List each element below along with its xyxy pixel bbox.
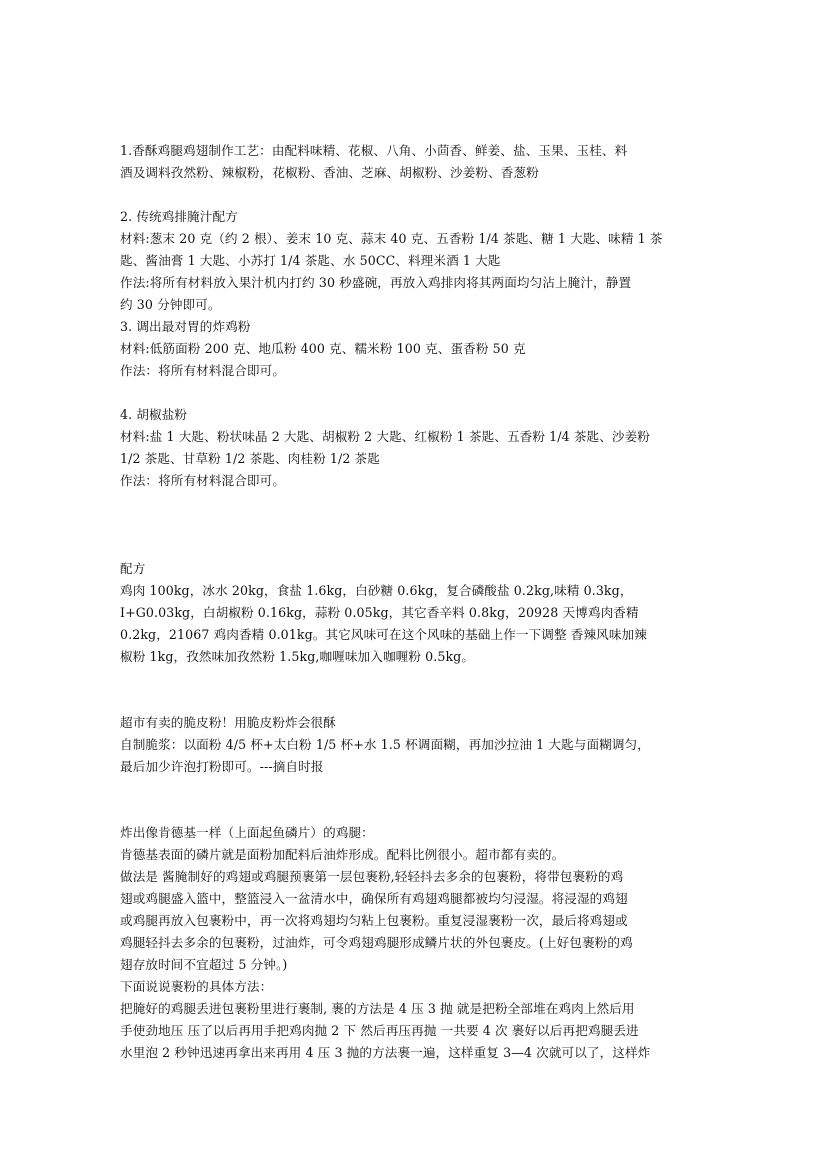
text-line: 材料:低筋面粉 200 克、地瓜粉 400 克、糯米粉 100 克、蛋香粉 50 克: [120, 341, 526, 356]
text-line: 1.香酥鸡腿鸡翅制作工艺：由配料味精、花椒、八角、小茴香、鲜姜、盐、玉果、玉桂、料: [120, 143, 628, 158]
section-heading: 炸出像肯德基一样（上面起鱼磷片）的鸡腿：: [120, 825, 374, 840]
text-line: 作法:将所有材料放入果汁机内打约 30 秒盛碗，再放入鸡排肉将其两面均匀沾上腌汁，静置: [120, 275, 632, 290]
text-line: 酒及调料孜然粉、辣椒粉，花椒粉、香油、芝麻、胡椒粉、沙姜粉、香葱粉: [120, 165, 539, 180]
text-line: 翅或鸡腿盛入篮中，整篮浸入一盆清水中，确保所有鸡翅鸡腿都被均匀浸湿。将浸湿的鸡翅: [120, 891, 628, 906]
text-line: 椒粉 1kg，孜然味加孜然粉 1.5kg,咖喱味加入咖喱粉 0.5kg。: [120, 649, 475, 664]
document-page: [120, 140, 710, 1064]
text-line: 约 30 分钟即可。: [120, 297, 221, 312]
text-line: 手使劲地压 压了以后再用手把鸡肉抛 2 下 然后再压再抛 一共要 4 次 裹好以后再把鸡腿丢进: [120, 1023, 639, 1038]
text-line: 作法：将所有材料混合即可。: [120, 473, 286, 488]
section-heading: 2. 传统鸡排腌汁配方: [120, 209, 238, 224]
section-heading: 配方: [120, 561, 146, 576]
text-line: I+G0.03kg，白胡椒粉 0.16kg，蒜粉 0.05kg，其它香辛料 0.8kg，20928 天博鸡肉香精: [120, 605, 639, 620]
section-heading: 4. 胡椒盐粉: [120, 407, 188, 422]
text-line: 肯德基表面的磷片就是面粉加配料后油炸形成。配料比例很小。超市都有卖的。: [120, 847, 565, 862]
text-line: 水里泡 2 秒钟迅速再拿出来再用 4 压 3 抛的方法裹一遍，这样重复 3—4 次就可以了，这样炸: [120, 1045, 651, 1060]
text-line: 鸡肉 100kg，冰水 20kg，食盐 1.6kg，白砂糖 0.6kg，复合磷酸盐 0.2kg,味精 0.3kg，: [120, 583, 633, 598]
text-line: 材料:盐 1 大匙、粉状味晶 2 大匙、胡椒粉 2 大匙、红椒粉 1 茶匙、五香粉 1/4 茶匙、沙姜粉: [120, 429, 650, 444]
text-line: 做法是 酱腌制好的鸡翅或鸡腿预裹第一层包裹粉,轻轻抖去多余的包裹粉，将带包裹粉的鸡: [120, 869, 624, 884]
text-line: 0.2kg，21067 鸡肉香精 0.01kg。其它风味可在这个风味的基础上作一下调整 香辣风味加辣: [120, 627, 647, 642]
text-line: 材料:葱末 20 克（约 2 根）、姜末 10 克、蒜末 40 克、五香粉 1/4 茶匙、糖 1 大匙、味精 1 茶: [120, 231, 663, 246]
section-pepper-salt: [120, 404, 710, 492]
text-line: 把腌好的鸡腿丢进包裹粉里进行裹制, 裹的方法是 4 压 3 抛 就是把粉全部堆在鸡肉上然后用: [120, 1001, 635, 1016]
text-line: 作法：将所有材料混合即可。: [120, 363, 286, 378]
section-marinade: [120, 206, 710, 382]
text-line: 匙、酱油膏 1 大匙、小苏打 1/4 茶匙、水 50CC、料理米酒 1 大匙: [120, 253, 501, 268]
section-heading: 超市有卖的脆皮粉！用脆皮粉炸会很酥: [120, 715, 336, 730]
section-crispy-batter: [120, 712, 710, 778]
text-line: 下面说说裹粉的具体方法：: [120, 979, 273, 994]
text-line: 最后加少许泡打粉即可。---摘自时报: [120, 759, 324, 774]
text-line: 鸡腿轻抖去多余的包裹粉，过油炸，可令鸡翅鸡腿形成鳞片状的外包裹皮。(上好包裹粉的鸡: [120, 935, 633, 950]
section-formula: [120, 558, 710, 668]
section-kfc-style: [120, 822, 710, 1064]
section-crispy-chicken: [120, 140, 710, 184]
text-line: 翅存放时间不宜超过 5 分钟。): [120, 957, 288, 972]
text-line: 1/2 茶匙、甘草粉 1/2 茶匙、肉桂粉 1/2 茶匙: [120, 451, 380, 466]
section-heading: 3. 调出最对胃的炸鸡粉: [120, 319, 251, 334]
text-line: 自制脆浆：以面粉 4/5 杯+太白粉 1/5 杯+水 1.5 杯调面糊，再加沙拉油 1 大匙与面糊调匀，: [120, 737, 650, 752]
text-line: 或鸡腿再放入包裹粉中，再一次将鸡翅均匀粘上包裹粉。重复浸湿裹粉一次，最后将鸡翅或: [120, 913, 628, 928]
